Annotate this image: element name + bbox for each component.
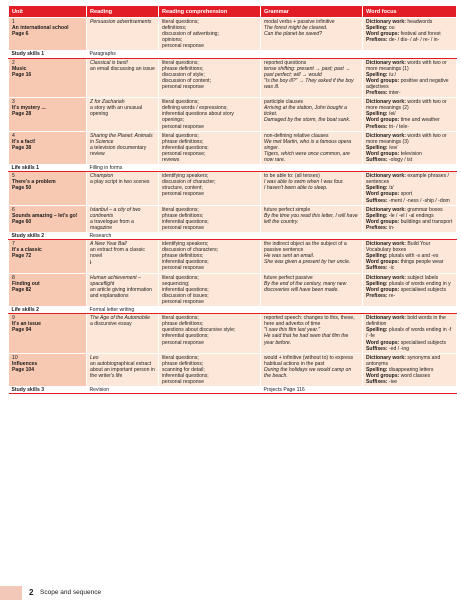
word-focus-cell-line: Dictionary work: words with two or more meanings (3) bbox=[366, 132, 447, 145]
grammar-cell-line: By the end of the century, many new discoveries will have been made. bbox=[264, 280, 347, 293]
reading-cell-line: Champion bbox=[90, 173, 114, 180]
comprehension-cell-line: literal questions; bbox=[162, 354, 199, 361]
grammar-cell-line: non-defining relative clauses bbox=[264, 132, 329, 139]
word-focus-label: Dictionary work: bbox=[366, 315, 406, 322]
skills-label: Life skills 1 bbox=[9, 165, 87, 172]
unit-number: 7 bbox=[12, 241, 15, 248]
comprehension-cell bbox=[159, 58, 261, 98]
word-focus-label: Dictionary work: bbox=[366, 59, 406, 66]
word-focus-label: Word groups: bbox=[366, 31, 400, 38]
word-focus-label: Word groups: bbox=[366, 372, 400, 379]
comprehension-cell bbox=[159, 172, 261, 205]
reading-cell-line: Human achievement – spaceflight bbox=[90, 274, 141, 287]
word-focus-cell-line: Spelling: /ei/ bbox=[366, 111, 396, 118]
comprehension-cell-line: defining words / expressions; bbox=[162, 105, 228, 112]
skills-row bbox=[9, 307, 457, 314]
unit-page: Page 50 bbox=[12, 185, 32, 192]
word-focus-cell-line: Word groups: time and weather bbox=[366, 117, 440, 124]
unit-row bbox=[9, 353, 457, 386]
comprehension-cell-line: literal questions; bbox=[162, 59, 199, 66]
word-focus-label: Word groups: bbox=[366, 339, 400, 346]
unit-cell bbox=[9, 273, 87, 306]
reading-cell bbox=[87, 98, 159, 131]
word-focus-cell-line: Spelling: plurals with -s and -es bbox=[366, 253, 439, 260]
word-focus-label: Spelling: bbox=[366, 253, 388, 260]
grammar-cell-line: The forest might be cleared. bbox=[264, 25, 328, 32]
word-focus-label: Prefixes: bbox=[366, 37, 388, 44]
word-focus-cell-line: Dictionary work: headwords bbox=[366, 19, 433, 25]
grammar-cell bbox=[261, 273, 363, 306]
word-focus-cell bbox=[363, 58, 457, 98]
table-header-row bbox=[9, 6, 457, 18]
reading-cell-line: A New Year Ball bbox=[90, 241, 127, 248]
word-focus-cell-line: Dictionary work: subject labels bbox=[366, 274, 439, 281]
word-focus-cell bbox=[363, 98, 457, 131]
unit-title: It's a fact! bbox=[12, 138, 36, 145]
skills-row bbox=[9, 165, 457, 172]
reading-cell bbox=[87, 58, 159, 98]
comprehension-cell-line: phrase definitions; bbox=[162, 360, 204, 367]
unit-row bbox=[9, 98, 457, 131]
reading-cell bbox=[87, 314, 159, 354]
word-focus-cell-line: Prefixes: de- / dis- / af- / re- / in- bbox=[366, 37, 440, 44]
word-focus-label: Suffixes: bbox=[366, 345, 388, 352]
word-focus-cell-line: Spelling: /ɪ/ bbox=[366, 185, 394, 192]
word-focus-cell-line: Dictionary work: words with two or more meanings (2) bbox=[366, 99, 447, 112]
comprehension-cell-line: personal response bbox=[162, 191, 204, 198]
comprehension-cell-line: discussion of style; bbox=[162, 71, 205, 78]
grammar-cell-line: to be able to: (all tenses) bbox=[264, 173, 320, 180]
skills-label: Study skills 3 bbox=[9, 387, 87, 394]
comprehension-cell-line: literal questions; bbox=[162, 274, 199, 281]
word-focus-cell bbox=[363, 240, 457, 273]
word-focus-label: Dictionary work: bbox=[366, 274, 406, 281]
comprehension-cell-line: personal response bbox=[162, 298, 204, 305]
reading-cell bbox=[87, 131, 159, 164]
unit-page: Page 60 bbox=[12, 218, 32, 225]
word-focus-label: Spelling: bbox=[366, 212, 388, 219]
comprehension-cell-line: personal response bbox=[162, 379, 204, 386]
word-focus-label: Spelling: bbox=[366, 71, 388, 78]
word-focus-cell-line: Word groups: positive and negative adjectives bbox=[366, 77, 449, 90]
footer-tab bbox=[0, 586, 22, 600]
unit-page: Page 16 bbox=[12, 71, 32, 78]
word-focus-label: Spelling: bbox=[366, 185, 388, 192]
word-focus-label: Spelling: bbox=[366, 25, 388, 32]
word-focus-cell-line: Word groups: things people wear bbox=[366, 259, 444, 266]
word-focus-label: Spelling: bbox=[366, 111, 388, 118]
grammar-cell-line: would + infinitive (without to) to express habitual actions in the past bbox=[264, 354, 354, 367]
skills-topic: Revision bbox=[87, 387, 261, 394]
grammar-cell-line: Tigers, which were once common, are now rare. bbox=[264, 150, 351, 163]
word-focus-cell-line: Word groups: specialised subjects bbox=[366, 339, 447, 346]
word-focus-cell bbox=[363, 273, 457, 306]
word-focus-cell-line: Prefixes: tri- / tele- bbox=[366, 123, 410, 130]
comprehension-cell bbox=[159, 273, 261, 306]
comprehension-cell-line: discussion of issues; bbox=[162, 292, 209, 299]
reading-cell-line: Persuasion advertisements bbox=[90, 19, 152, 25]
reading-cell bbox=[87, 273, 159, 306]
header-grammar: Grammar bbox=[261, 6, 363, 18]
footer-title: Scope and sequence bbox=[40, 589, 102, 596]
comprehension-cell bbox=[159, 98, 261, 131]
comprehension-cell-line: literal questions; bbox=[162, 132, 199, 139]
comprehension-cell bbox=[159, 314, 261, 354]
word-focus-cell-line: Prefixes: re- bbox=[366, 292, 396, 299]
word-focus-cell-line: Word groups: sport bbox=[366, 191, 413, 198]
word-focus-label: Dictionary work: bbox=[366, 354, 406, 361]
grammar-cell-line: "Is the boy ill?" → They asked if the boy was ill. bbox=[264, 77, 354, 90]
comprehension-cell-line: discussion of content; bbox=[162, 77, 211, 84]
skills-row bbox=[9, 51, 457, 58]
skills-topic: Formal letter writing bbox=[87, 307, 457, 314]
word-focus-cell-line: Dictionary work: bold words in the definition bbox=[366, 315, 446, 328]
grammar-cell-line: By the time you read this letter, I will have left the country. bbox=[264, 212, 358, 225]
word-focus-cell-line: Suffixes: -ive bbox=[366, 379, 398, 386]
comprehension-cell bbox=[159, 353, 261, 386]
word-focus-cell-line: Suffixes: -ment / -ness / -ship / -dom bbox=[366, 197, 450, 204]
unit-cell bbox=[9, 131, 87, 164]
grammar-cell-line: I was able to swim when I was four. bbox=[264, 179, 344, 186]
comprehension-cell-line: personal response bbox=[162, 123, 204, 130]
unit-number: 4 bbox=[12, 132, 15, 139]
unit-number: 9 bbox=[12, 315, 15, 322]
unit-page: Page 104 bbox=[12, 366, 35, 373]
grammar-cell-line: He said that he had seen that film the year before. bbox=[264, 333, 349, 346]
comprehension-cell-line: phrase definitions; bbox=[162, 321, 204, 328]
scope-and-sequence-table-wrap bbox=[8, 5, 456, 394]
word-focus-cell-line: Spelling: /u:/ bbox=[366, 71, 397, 78]
skills-row bbox=[9, 233, 457, 240]
word-focus-cell-line: Dictionary work: example phrases / sentences bbox=[366, 173, 449, 186]
header-reading: Reading bbox=[87, 6, 159, 18]
comprehension-cell-line: literal questions; bbox=[162, 99, 199, 106]
reading-cell bbox=[87, 172, 159, 205]
comprehension-cell-line: scanning for detail; bbox=[162, 366, 205, 373]
unit-title: It's mystery ... bbox=[12, 105, 46, 112]
word-focus-label: Dictionary work: bbox=[366, 241, 406, 248]
reading-cell-line: an article giving information and explanations bbox=[90, 286, 153, 299]
projects-reference: Projects Page 116 bbox=[261, 387, 457, 394]
unit-number: 10 bbox=[12, 354, 18, 361]
word-focus-cell-line: Dictionary work: grammar boxes bbox=[366, 206, 443, 213]
word-focus-cell bbox=[363, 205, 457, 232]
reading-cell-line: ɟ bbox=[90, 259, 92, 266]
unit-row bbox=[9, 240, 457, 273]
word-focus-label: Dictionary work: bbox=[366, 206, 406, 213]
comprehension-cell-line: personal response bbox=[162, 83, 204, 90]
reading-cell bbox=[87, 353, 159, 386]
word-focus-label: Dictionary work: bbox=[366, 99, 406, 106]
word-focus-cell-line: Word groups: word classes bbox=[366, 372, 431, 379]
unit-row bbox=[9, 58, 457, 98]
skills-topic: Filling in forms bbox=[87, 165, 457, 172]
unit-row bbox=[9, 18, 457, 51]
word-focus-cell-line: Spelling: disappearing letters bbox=[366, 366, 434, 373]
reading-cell-line: an email discussing an issue bbox=[90, 65, 155, 72]
comprehension-cell-line: literal questions; bbox=[162, 19, 199, 25]
unit-page: Page 38 bbox=[12, 144, 32, 151]
grammar-cell-line: Damaged by the storm, the boat sank. bbox=[264, 117, 351, 124]
comprehension-cell-line: personal response bbox=[162, 224, 204, 231]
skills-row bbox=[9, 387, 457, 394]
reading-cell-line: Z for Zachariah bbox=[90, 99, 125, 106]
unit-page: Page 6 bbox=[12, 31, 29, 38]
grammar-cell-line: tense shifting: present → past; past → past perfect; will → would bbox=[264, 65, 351, 78]
unit-page: Page 94 bbox=[12, 327, 32, 334]
word-focus-label: Word groups: bbox=[366, 191, 400, 198]
word-focus-cell-line: Dictionary work: words with two or more meanings (1) bbox=[366, 59, 447, 72]
table-body bbox=[9, 18, 457, 394]
word-focus-label: Prefixes: bbox=[366, 292, 388, 299]
unit-title: Music bbox=[12, 65, 27, 72]
comprehension-cell-line: inferential questions; bbox=[162, 144, 209, 151]
grammar-cell bbox=[261, 314, 363, 354]
comprehension-cell-line: phrase definitions; bbox=[162, 253, 204, 260]
comprehension-cell-line: personal response bbox=[162, 265, 204, 272]
word-focus-cell bbox=[363, 314, 457, 354]
word-focus-label: Prefixes: bbox=[366, 90, 388, 97]
page-footer bbox=[0, 586, 461, 600]
unit-number: 6 bbox=[12, 206, 15, 213]
header-reading-comprehension: Reading comprehension bbox=[159, 6, 261, 18]
reading-cell-line: a story with an unusual opening bbox=[90, 105, 143, 118]
word-focus-cell-line: Word groups: festival and forest bbox=[366, 31, 441, 38]
grammar-cell-line: She was given a present by her uncle. bbox=[264, 259, 351, 266]
word-focus-label: Prefixes: bbox=[366, 224, 388, 231]
unit-number: 2 bbox=[12, 59, 15, 66]
grammar-cell-line: We met Martin, who is a famous opera singer. bbox=[264, 138, 352, 151]
comprehension-cell-line: opinions; bbox=[162, 37, 183, 44]
unit-cell bbox=[9, 205, 87, 232]
comprehension-cell bbox=[159, 205, 261, 232]
header-unit: Unit bbox=[9, 6, 87, 18]
grammar-cell bbox=[261, 240, 363, 273]
unit-row bbox=[9, 314, 457, 354]
comprehension-cell-line: identifying speakers; bbox=[162, 241, 209, 248]
word-focus-cell-line: Spelling: plurals of words ending in y bbox=[366, 280, 451, 287]
reading-cell bbox=[87, 205, 159, 232]
comprehension-cell-line: phrase definitions; bbox=[162, 138, 204, 145]
reading-cell-line: an autobiographical extract about an important person in the writer's life bbox=[90, 360, 155, 379]
grammar-cell bbox=[261, 98, 363, 131]
comprehension-cell-line: questions about discursive style; bbox=[162, 327, 236, 334]
word-focus-label: Spelling: bbox=[366, 327, 388, 334]
unit-cell bbox=[9, 314, 87, 354]
unit-cell bbox=[9, 172, 87, 205]
comprehension-cell-line: inferential questions; bbox=[162, 286, 209, 293]
grammar-cell-line: future perfect passive bbox=[264, 274, 313, 281]
unit-cell bbox=[9, 353, 87, 386]
comprehension-cell-line: inferential questions; bbox=[162, 333, 209, 340]
skills-label: Study skills 2 bbox=[9, 233, 87, 240]
word-focus-cell-line: Prefixes: inter- bbox=[366, 90, 401, 97]
word-focus-cell-line: Word groups: specialised subjects bbox=[366, 286, 447, 293]
word-focus-label: Spelling: bbox=[366, 366, 388, 373]
word-focus-label: Spelling: bbox=[366, 144, 388, 151]
unit-title: An international school bbox=[12, 25, 69, 32]
grammar-cell bbox=[261, 205, 363, 232]
grammar-cell bbox=[261, 18, 363, 51]
grammar-cell-line: Can the planet be saved? bbox=[264, 31, 323, 38]
word-focus-label: Word groups: bbox=[366, 150, 400, 157]
scope-and-sequence-table bbox=[8, 5, 457, 394]
grammar-cell-line: future perfect simple bbox=[264, 206, 311, 213]
skills-label: Life skills 2 bbox=[9, 307, 87, 314]
word-focus-cell-line: Spelling: /eə/ bbox=[366, 144, 398, 151]
comprehension-cell-line: personal response; bbox=[162, 150, 206, 157]
comprehension-cell-line: phrase definitions; bbox=[162, 212, 204, 219]
word-focus-label: Word groups: bbox=[366, 117, 400, 124]
unit-page: Page 72 bbox=[12, 253, 32, 260]
grammar-cell-line: He was sent an email. bbox=[264, 253, 315, 260]
reading-cell-line: The Age of the Automobile bbox=[90, 315, 150, 322]
reading-cell-line: a discursive essay bbox=[90, 321, 132, 328]
header-word-focus: Word focus bbox=[363, 6, 457, 18]
grammar-cell bbox=[261, 131, 363, 164]
word-focus-label: Suffixes: bbox=[366, 379, 388, 386]
unit-row bbox=[9, 205, 457, 232]
unit-title: Influences bbox=[12, 360, 38, 367]
unit-number: 5 bbox=[12, 173, 15, 180]
comprehension-cell-line: literal questions; bbox=[162, 206, 199, 213]
unit-cell bbox=[9, 240, 87, 273]
word-focus-label: Suffixes: bbox=[366, 197, 388, 204]
comprehension-cell-line: structure, content; bbox=[162, 185, 203, 192]
skills-topic: Paragraphs bbox=[87, 51, 457, 58]
word-focus-cell-line: Word groups: television bbox=[366, 150, 422, 157]
reading-cell-line: a play script in two scenes bbox=[90, 179, 150, 186]
unit-title: Sounds amazing – let's go! bbox=[12, 212, 78, 219]
reading-cell bbox=[87, 18, 159, 51]
grammar-cell-line: reported speech: changes to this, these, here and adverbs of time bbox=[264, 315, 355, 328]
word-focus-cell bbox=[363, 18, 457, 51]
word-focus-label: Word groups: bbox=[366, 218, 400, 225]
word-focus-cell-line: Spelling: plurals of words ending in -f / -fe bbox=[366, 327, 452, 340]
comprehension-cell bbox=[159, 131, 261, 164]
word-focus-cell-line: Suffixes: -ed / -ing bbox=[366, 345, 410, 352]
grammar-cell-line: I haven't been able to sleep. bbox=[264, 185, 328, 192]
comprehension-cell-line: inferential questions; bbox=[162, 259, 209, 266]
comprehension-cell-line: literal questions; bbox=[162, 315, 199, 322]
reading-cell-line: a television documentary review bbox=[90, 144, 147, 157]
word-focus-cell-line: Suffixes: -ic bbox=[366, 265, 395, 272]
comprehension-cell-line: phrase definitions; bbox=[162, 65, 204, 72]
skills-label: Study skills 1 bbox=[9, 51, 87, 58]
grammar-cell-line: modal verbs + passive infinitive bbox=[264, 19, 335, 25]
word-focus-cell bbox=[363, 353, 457, 386]
unit-title: Finding out bbox=[12, 280, 40, 287]
word-focus-label: Word groups: bbox=[366, 77, 400, 84]
word-focus-label: Dictionary work: bbox=[366, 132, 406, 139]
comprehension-cell-line: discussion of character; bbox=[162, 179, 216, 186]
unit-cell bbox=[9, 58, 87, 98]
comprehension-cell-line: definitions; bbox=[162, 25, 187, 32]
skills-topic: Research bbox=[87, 233, 457, 240]
unit-number: 8 bbox=[12, 274, 15, 281]
grammar-cell-line: reported questions bbox=[264, 59, 307, 66]
unit-row bbox=[9, 172, 457, 205]
unit-page: Page 82 bbox=[12, 286, 32, 293]
word-focus-cell-line: Dictionary work: synonyms and antonyms bbox=[366, 354, 441, 367]
unit-number: 1 bbox=[12, 19, 15, 25]
word-focus-label: Spelling: bbox=[366, 280, 388, 287]
word-focus-cell-line: Dictionary work: Build Your Vocabulary boxes bbox=[366, 241, 431, 254]
grammar-cell bbox=[261, 172, 363, 205]
word-focus-cell bbox=[363, 131, 457, 164]
word-focus-label: Word groups: bbox=[366, 259, 400, 266]
unit-row bbox=[9, 273, 457, 306]
word-focus-label: Dictionary work: bbox=[366, 173, 406, 180]
unit-cell bbox=[9, 98, 87, 131]
comprehension-cell bbox=[159, 240, 261, 273]
comprehension-cell-line: inferential questions; bbox=[162, 218, 209, 225]
unit-number: 3 bbox=[12, 99, 15, 106]
comprehension-cell-line: personal response bbox=[162, 339, 204, 346]
page-number: 2 bbox=[29, 588, 34, 597]
reading-cell-line: Classical is best! bbox=[90, 59, 128, 66]
grammar-cell-line: During the holidays we would camp on the beach. bbox=[264, 366, 352, 379]
comprehension-cell-line: reviews bbox=[162, 156, 180, 163]
word-focus-cell bbox=[363, 172, 457, 205]
grammar-cell-line: participle clauses bbox=[264, 99, 304, 106]
word-focus-cell-line: Word groups: buildings and transport bbox=[366, 218, 453, 225]
unit-title: There's a problem bbox=[12, 179, 56, 186]
unit-title: It's an issue bbox=[12, 321, 41, 328]
word-focus-cell-line: Spelling: -le / -el / -al endings bbox=[366, 212, 434, 219]
unit-title: It's a classic bbox=[12, 247, 42, 254]
word-focus-label: Suffixes: bbox=[366, 156, 388, 163]
reading-cell-line: an extract from a classic novel bbox=[90, 247, 145, 260]
word-focus-label: Word groups: bbox=[366, 286, 400, 293]
word-focus-cell-line: Prefixes: in- bbox=[366, 224, 395, 231]
comprehension-cell-line: identifying speakers; bbox=[162, 173, 209, 180]
grammar-cell-line: the indirect object as the subject of a passive sentence bbox=[264, 241, 347, 254]
word-focus-label: Suffixes: bbox=[366, 265, 388, 272]
comprehension-cell-line: discussion of advertising; bbox=[162, 31, 219, 38]
reading-cell-line: Istanbul – a city of two continents bbox=[90, 206, 141, 219]
grammar-cell bbox=[261, 58, 363, 98]
unit-cell bbox=[9, 18, 87, 51]
word-focus-label: Dictionary work: bbox=[366, 19, 406, 25]
reading-cell-line: Leo bbox=[90, 354, 99, 361]
unit-page: Page 28 bbox=[12, 111, 32, 118]
comprehension-cell-line: sequencing; bbox=[162, 280, 190, 287]
comprehension-cell-line: discussion of characters; bbox=[162, 247, 219, 254]
reading-cell-line: a travelogue from a magazine bbox=[90, 218, 134, 231]
word-focus-cell-line: Spelling: ou bbox=[366, 25, 395, 32]
reading-cell bbox=[87, 240, 159, 273]
comprehension-cell-line: inferential questions about story openings; bbox=[162, 111, 234, 124]
comprehension-cell bbox=[159, 18, 261, 51]
comprehension-cell-line: inferential questions; bbox=[162, 372, 209, 379]
reading-cell-line: Sharing the Planet: Animals in Science bbox=[90, 132, 153, 145]
comprehension-cell-line: personal response bbox=[162, 43, 204, 50]
word-focus-cell-line: Suffixes: -ology / ist bbox=[366, 156, 413, 163]
unit-row bbox=[9, 131, 457, 164]
grammar-cell-line: "I saw this film last year." bbox=[264, 327, 321, 334]
grammar-cell bbox=[261, 353, 363, 386]
grammar-cell-line: Arriving at the station, John bought a ticket. bbox=[264, 105, 347, 118]
word-focus-label: Prefixes: bbox=[366, 123, 388, 130]
